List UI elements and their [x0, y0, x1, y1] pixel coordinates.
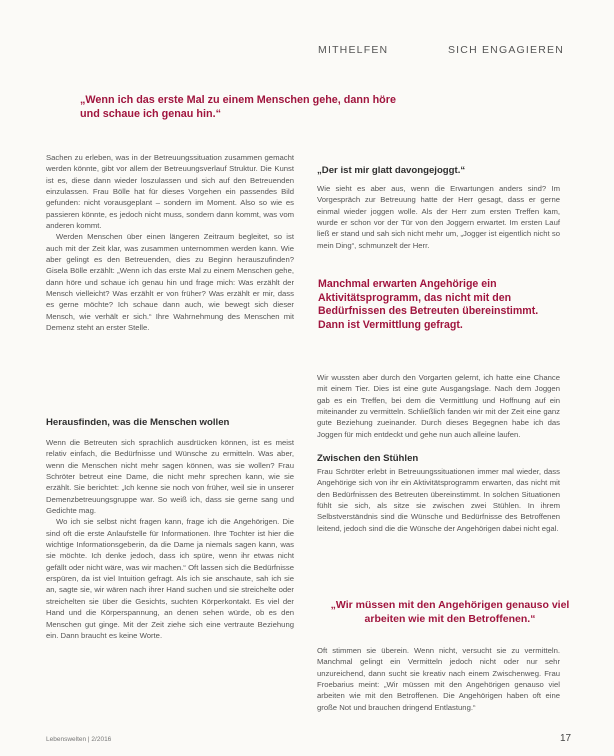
paragraph: Oft stimmen sie überein. Wenn nicht, versucht sie zu vermitteln. Manchmal gelingt ein Vermitteln jedoch nicht oder nur sehr unzureichend, dann sucht sie kreativ nach einem Zwischenweg. Frau Froebarius meint: „Wir müssen mit den Angehörigen genauso viel arbeiten wie mit den Betroffenen. Die Angehörigen haben oft eine große Not und brauchen dringend Entlastung.“	[317, 646, 560, 712]
header-left: MITHELFEN	[318, 44, 389, 56]
page-number: 17	[560, 733, 572, 744]
column-1-intro	[46, 152, 294, 334]
column-2-para-3	[317, 466, 560, 534]
pull-quote: Manchmal erwarten Angehörige ein Aktivitätsprogramm, das nicht mit den Bedürfnissen des Betreuten übereinstimmt. Dann ist Vermittlung gefragt.	[318, 278, 539, 331]
paragraph: Wir wussten aber durch den Vorgarten gelernt, ich hatte eine Chance mit einem Tier. Dies ist eine gute Ausgangslage. Nach dem Joggen gab es ein Treffen, bei dem die Vermittlung und Hoffnung auf ein miteinander zu vermitteln. Schließlich fanden wir mit der Zeit eine ganz gute Beziehung zueinander. Durch dieses Begegnen habe ich das Joggen für mich entdeckt und gehe nun auch alleine laufen.	[317, 373, 560, 439]
section-header	[318, 44, 564, 56]
subheading-joggen: „Der ist mir glatt davongejoggt.“	[317, 165, 466, 176]
column-2-para-2	[317, 372, 560, 440]
paragraph: Werden Menschen über einen längeren Zeitraum begleitet, so ist auch mit der Zeit klar, was zusammen unternommen werden kann. Wie aber gelingt es den Betreuenden, dies zu Beginn herauszufinden? Gisela Bölle erzählt: „Wenn ich das erste Mal zu einem Menschen gehe, dann höre und schaue ich genau hin und frage mich: Was erzählt der Mensch vielleicht? Was erzählt er von früher? Was erzählt er mir, dass es gerne möchte? Ich schaue dann auch, wie bewegt sich dieser Mensch, wie verhält er sich.“ Ihre Wahrnehmung des Menschen mit Demenz steht an erster Stelle.	[46, 232, 294, 333]
paragraph: Wenn die Betreuten sich sprachlich ausdrücken können, ist es meist relativ einfach, die Bedürfnisse und Wünsche zu ermitteln. Was aber, wenn die Menschen nicht mehr sagen können, was sie wollen? Frau Schröter betreut eine Dame, die nicht mehr sprechen kann, wie sie erzählt. Sie berichtet: „Ich kenne sie noch von früher, weil sie in unserer Demenzbetreuungsgruppe war. So weiß ich, dass sie gerne sang und Gedichte mag.	[46, 438, 294, 516]
column-2-para-1	[317, 183, 560, 251]
column-1-body	[46, 437, 294, 641]
footer-magazine: Lebenswelten | 2/2016	[46, 736, 112, 743]
paragraph: Wie sieht es aber aus, wenn die Erwartungen anders sind? Im Vorgespräch zur Betreuung hatte der Herr gesagt, dass er gerne einmal wieder joggen wolle. Als der Herr zum ersten Treffen kam, wurde er schon vor der Tür von den Joggern erwartet. Im ersten Lauf ließ er stand und sah sich nicht mehr um, „Jogger ist eigentlich nicht so mein Ding“, schmunzelt der Herr.	[317, 184, 560, 250]
top-quote: „Wenn ich das erste Mal zu einem Menschen gehe, dann höre und schaue ich genau hin.“	[80, 94, 396, 120]
header-right: SICH ENGAGIEREN	[447, 44, 564, 56]
subheading-stuehlen: Zwischen den Stühlen	[317, 453, 419, 464]
bottom-quote: „Wir müssen mit den Angehörigen genauso viel arbeiten wie mit den Betroffenen.“	[330, 599, 570, 625]
paragraph: Frau Schröter erlebt in Betreuungssituationen immer mal wieder, dass Angehörige sich von ihr ein Aktivitätsprogramm erwarten, das nicht mit den Bedürfnissen des Betreuten übereinstimmt. In solchen Situationen fühlt sie sich, als sitze sie zwischen zwei Stühlen. In ihrem Selbstverständnis sind die Wünsche und Bedürfnisse des Betroffenen leitend, jedoch sind die die Wünsche der Angehörigen dabei nicht egal.	[317, 467, 560, 533]
paragraph: Sachen zu erleben, was in der Betreuungssituation zusammen gemacht werden könnte, gibt vor allem der Betreuungsverlauf Struktur. Die Kunst ist es, diese dann wieder loszulassen und sich auf den Betreuenden einzulassen. Frau Bölle hat für dieses Vorgehen ein passendes Bild gefunden: nicht vorausgeplant ‒ sondern im Moment. Also so wie es passieren könnte, es jedoch nicht muss, sondern dann kommt, was vom anderen kommt.	[46, 153, 294, 231]
subheading-herausfinden: Herausfinden, was die Menschen wollen	[46, 417, 230, 428]
paragraph: Wo ich sie selbst nicht fragen kann, frage ich die Angehörigen. Die sind oft die erste Anlaufstelle für Informationen. Ihre Tochter ist hier die wichtige Informationsgeberin, da die Dame ja niemals sagen kann, was sie möchte. Ich denke jedoch, dass ich spüre, wenn ihr etwas nicht gefällt oder nicht wäre, was wir machen.“ Oft lassen sich die Bedürfnisse erspüren, da ist viel Intuition gefragt. Als ich sie anschaute, sah ich sie an, sagte sie, wir wären nach ihrer Hand suchen und sie streichelte oder streichelten sie über die Gesichts, suchten Körperkontakt. Es viel der Hand und die Körperspannung, an denen sehen würde, ob es den Menschen gut ginge. Mit der Zeit ziehe sich eine vertraute Beziehung ein. Dann braucht es keine Worte.	[46, 517, 294, 640]
column-2-para-4	[317, 645, 560, 713]
